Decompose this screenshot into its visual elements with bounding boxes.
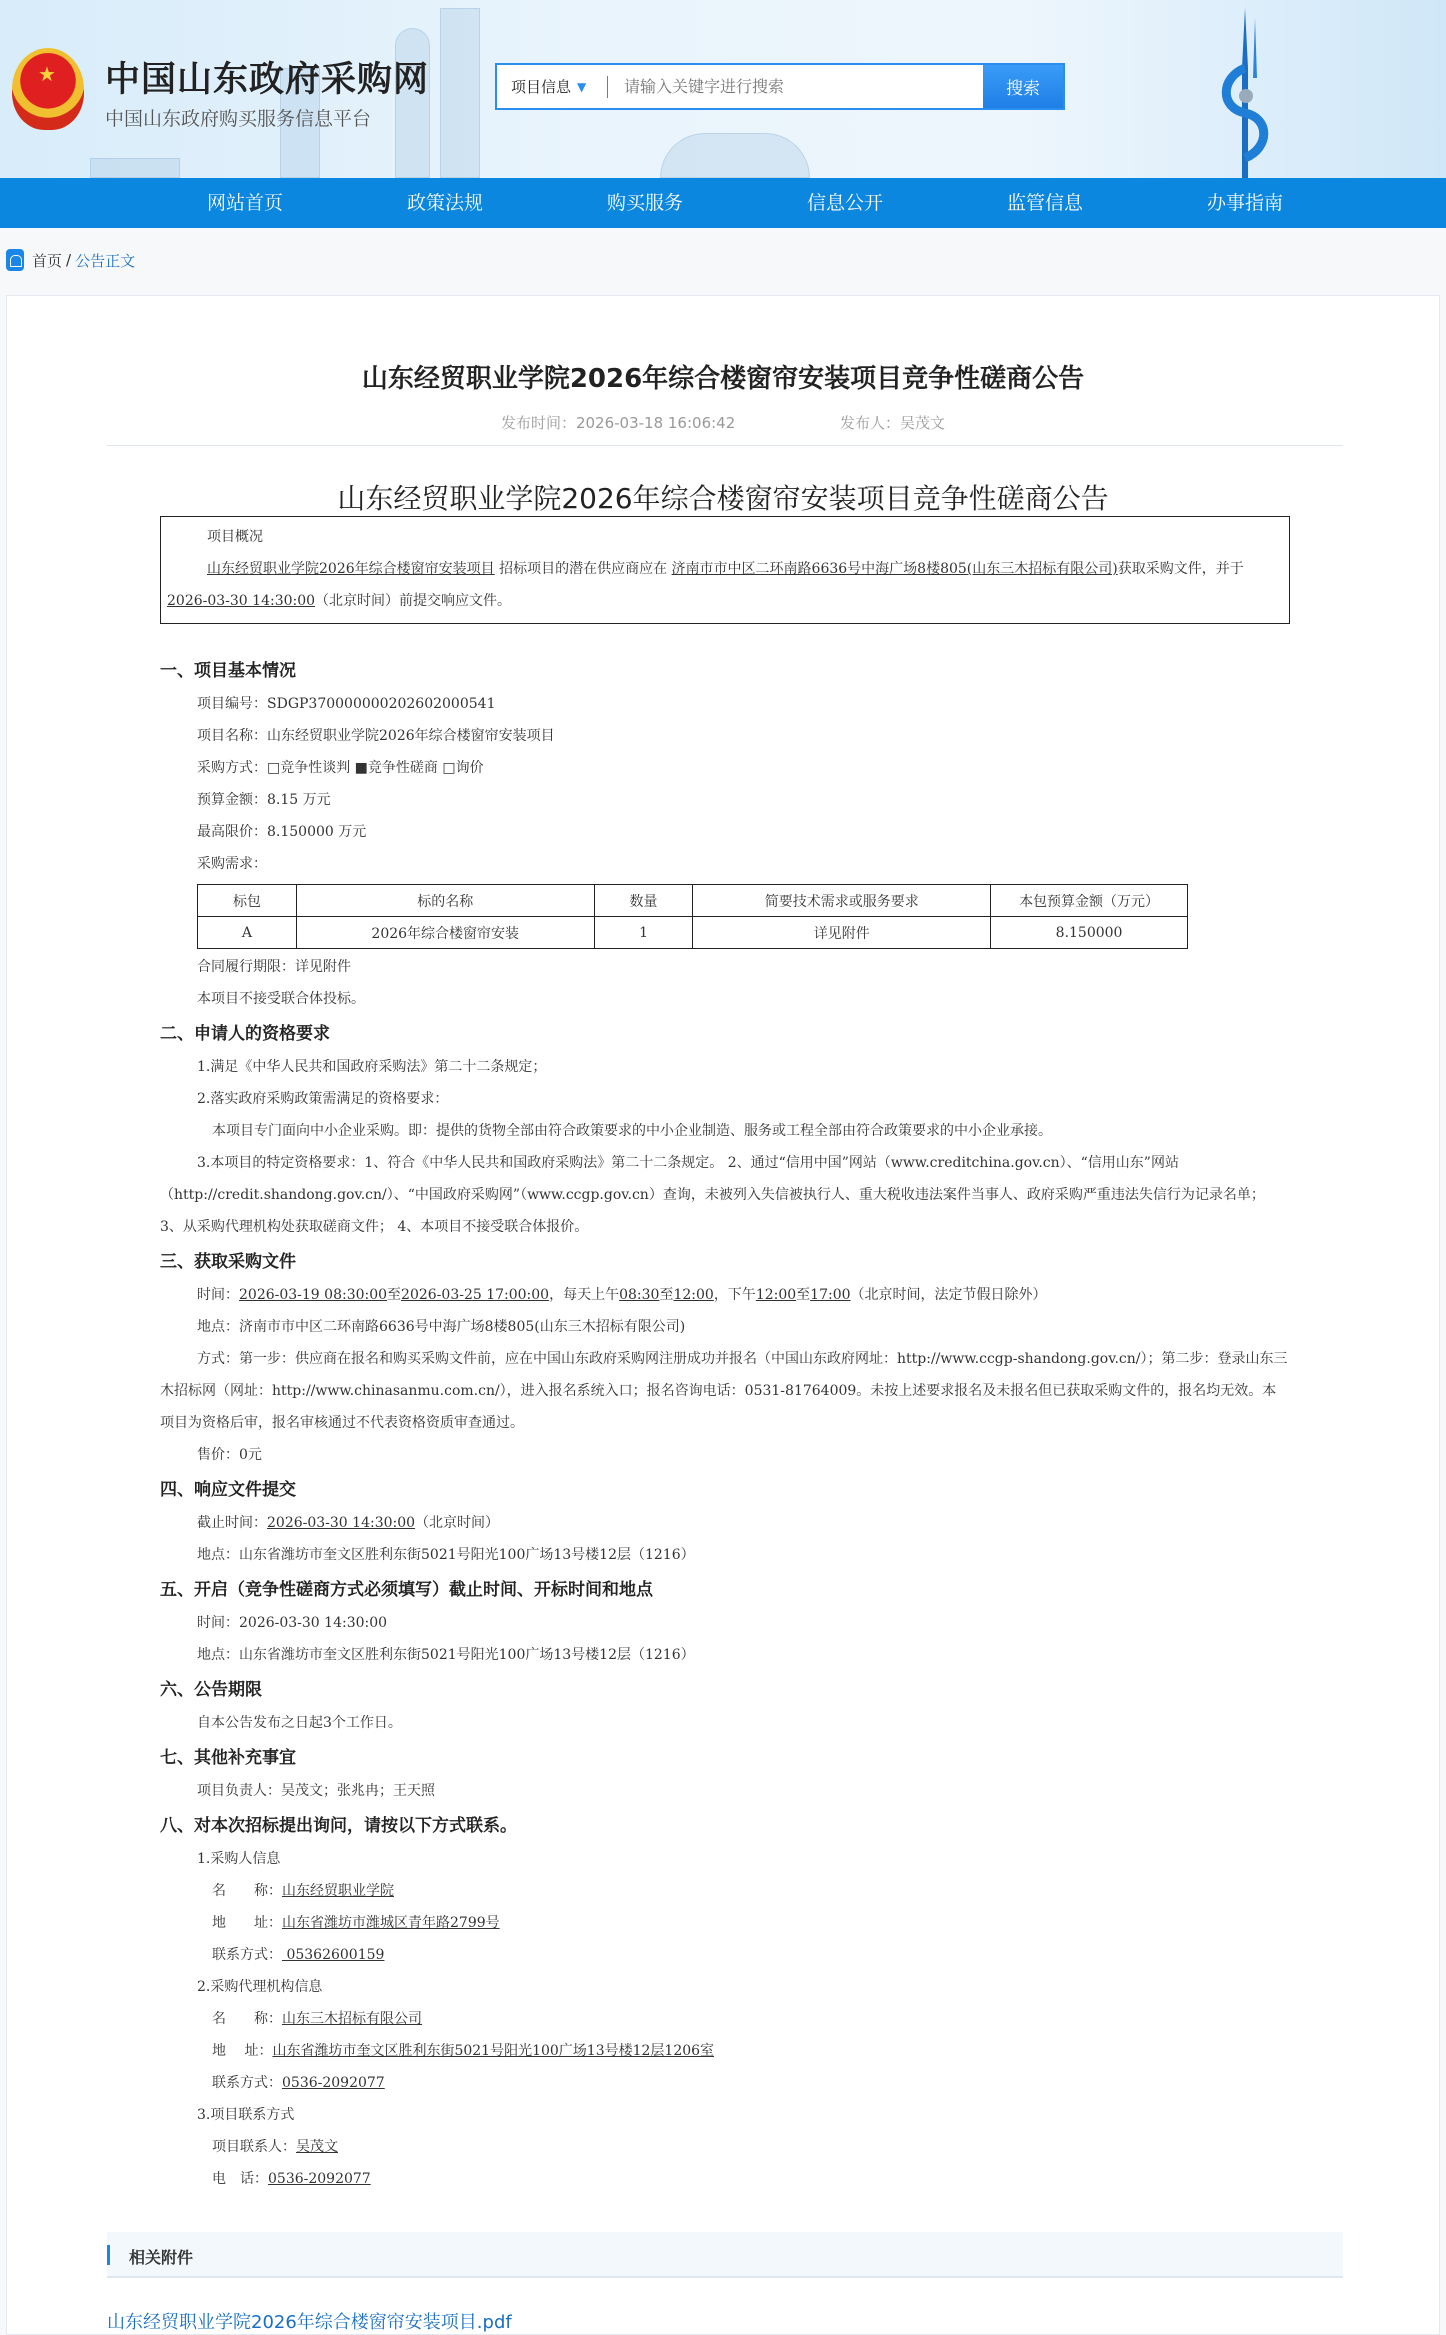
underlined-field-value: 山东省潍坊市潍城区青年路2799号: [282, 1915, 500, 1931]
underlined-field-value: 2026-03-19 08:30:00: [239, 1287, 388, 1303]
search-input[interactable]: [608, 65, 983, 108]
project-overview-box: [160, 516, 1290, 624]
overview-text: [167, 553, 1283, 617]
underlined-field-value: 12:00: [755, 1287, 797, 1303]
section-heading: 七、其他补充事宜: [160, 1748, 296, 1768]
section-paragraph: [160, 1279, 1290, 1311]
text-segment: 地 址：: [212, 1915, 282, 1931]
national-emblem-logo: ★: [12, 48, 84, 130]
text-segment: 至: [387, 1287, 402, 1303]
section-paragraph: [160, 752, 1290, 784]
text-segment: 联系方式：: [212, 2075, 282, 2091]
section-heading: 一、项目基本情况: [160, 661, 296, 681]
text-segment: 方式：第一步：供应商在报名和购买采购文件前，应在中国山东政府采购网注册成功并报名（中国山东政府网址：http://www.ccgp-shandong.gov.cn/）；第二步：登录山东三木招标网（网址：http://www.chinasanmu.com.cn/），进入报名系统入口；报名咨询电话：0531-81764009。未按上述要求报名及未报名但已获取采购文件的，报名均无效。本项目为资格后审，报名审核通过不代表资格资质审查通过。: [160, 1351, 1288, 1431]
text-segment: ，每天上午: [549, 1287, 620, 1303]
text-segment: 名 称：: [212, 2011, 282, 2027]
text-segment: 采购方式：□竞争性谈判 ■竞争性磋商 □询价: [197, 760, 484, 776]
section-paragraph: [160, 2131, 1290, 2163]
section-paragraph: [160, 1907, 1290, 1939]
nav-guide[interactable]: 办事指南: [1206, 192, 1284, 214]
text-segment: 3.本项目的特定资格要求：1、符合《中华人民共和国政府采购法》第二十二条规定。 2、通过“信用中国”网站（www.creditchina.gov.cn）、“信用山东”网站（http://credit.shandong.gov.cn/）、“中国政府采购网”（www.ccgp.gov.cn）查询，未被列入失信被执行人、重大税收违法案件当事人、政府采购严重违法失信行为记录名单； 3、从采购代理机构处获取磋商文件； 4、本项目不接受联合体报价。: [160, 1155, 1265, 1235]
section-paragraph: [160, 2003, 1290, 2035]
section-paragraph: [160, 1439, 1290, 1471]
text-segment: 时间：: [197, 1287, 239, 1303]
text-segment: 2.采购代理机构信息: [197, 1979, 323, 1995]
underlined-field-value: 济南市市中区二环南路6636号中海广场8楼805(山东三木招标有限公司): [671, 561, 1118, 577]
search-category-dropdown[interactable]: [497, 65, 607, 108]
section-paragraph: [160, 1539, 1290, 1571]
table-cell: 2026年综合楼窗帘安装: [296, 917, 594, 949]
attachments-header: [107, 2232, 1343, 2278]
table-cell: 1: [594, 917, 693, 949]
column-header: 标的名称: [296, 885, 594, 917]
text-segment: （北京时间）: [415, 1515, 500, 1531]
text-segment: 项目编号：SDGP370000000202602000541: [197, 696, 496, 712]
text-segment: ，下午: [713, 1287, 756, 1303]
text-segment: 地 址：: [212, 2043, 273, 2059]
section-paragraph: [160, 1343, 1290, 1439]
article-meta: [0, 412, 1446, 433]
section-paragraph: [160, 1147, 1290, 1243]
text-segment: （北京时间）前提交响应文件。: [315, 593, 512, 609]
divider: [107, 445, 1343, 446]
attachments-title: 相关附件: [129, 2248, 194, 2267]
breadcrumb-current[interactable]: 公告正文: [75, 251, 136, 270]
dropdown-arrow-icon: ▼: [577, 79, 587, 94]
section-paragraph: [160, 784, 1290, 816]
text-segment: 电 话：: [212, 2171, 268, 2187]
skyline-decoration: [660, 133, 810, 178]
section-heading: 四、响应文件提交: [160, 1480, 296, 1500]
section-paragraph: [160, 1875, 1290, 1907]
table-header-row: [198, 885, 1188, 917]
section-paragraph: [160, 1115, 1290, 1147]
underlined-field-value: 12:00: [673, 1287, 714, 1303]
breadcrumb-separator: /: [66, 251, 72, 269]
table-cell: 详见附件: [693, 917, 991, 949]
column-header: 简要技术需求或服务要求: [693, 885, 991, 917]
section-heading: 八、对本次招标提出询问，请按以下方式联系。: [160, 1816, 517, 1836]
underlined-field-value: 05362600159: [282, 1947, 385, 1963]
section-paragraph: [160, 1507, 1290, 1539]
column-header: 数量: [594, 885, 693, 917]
search-category-label: 项目信息: [511, 78, 572, 96]
text-segment: 至: [659, 1287, 674, 1303]
requirements-table: [197, 884, 1188, 949]
section-paragraph: [160, 983, 1290, 1015]
main-nav: [0, 178, 1446, 228]
underlined-field-value: 0536-2092077: [282, 2075, 385, 2091]
nav-policy[interactable]: 政策法规: [406, 192, 484, 214]
column-header: 标包: [198, 885, 297, 917]
skyline-decoration: [90, 158, 180, 178]
skyline-decoration: [440, 8, 480, 178]
section-paragraph: [160, 2035, 1290, 2067]
text-segment: 获取采购文件，并于: [1117, 561, 1244, 577]
skyline-decoration: [395, 28, 430, 178]
section-paragraph: [160, 1939, 1290, 1971]
text-segment: 最高限价：8.150000 万元: [197, 824, 367, 840]
section-heading: 六、公告期限: [160, 1680, 262, 1700]
home-icon[interactable]: [6, 249, 24, 271]
text-segment: 项目负责人：吴茂文；张兆冉；王天照: [197, 1783, 435, 1799]
text-segment: 1.满足《中华人民共和国政府采购法》第二十二条规定；: [197, 1059, 547, 1075]
section-paragraph: [160, 848, 1290, 880]
nav-home[interactable]: 网站首页: [206, 192, 284, 214]
overview-title: 项目概况: [207, 529, 263, 545]
breadcrumb: [6, 249, 135, 271]
section-heading: 三、获取采购文件: [160, 1252, 296, 1272]
accent-bar: [107, 2245, 110, 2265]
nav-info-disclosure[interactable]: 信息公开: [806, 192, 884, 214]
text-segment: 招标项目的潜在供应商应在: [494, 561, 672, 577]
text-segment: 预算金额：8.15 万元: [197, 792, 331, 808]
underlined-field-value: 08:30: [619, 1287, 660, 1303]
section-paragraph: [160, 1311, 1290, 1343]
underlined-field-value: 2026-03-30 14:30:00: [267, 1515, 416, 1531]
table-cell: 8.150000: [991, 917, 1188, 949]
attachment-file-link[interactable]: 山东经贸职业学院2026年综合楼窗帘安装项目.pdf: [107, 2312, 512, 2333]
quancheng-tower-decoration: [1215, 8, 1275, 178]
text-segment: 1.采购人信息: [197, 1851, 281, 1867]
site-title[interactable]: 中国山东政府采购网: [105, 60, 430, 100]
announcement-body: [160, 516, 1290, 2195]
table-row: [198, 917, 1188, 949]
section-paragraph: [160, 1051, 1290, 1083]
text-segment: 地点：济南市市中区二环南路6636号中海广场8楼805(山东三木招标有限公司): [197, 1319, 686, 1335]
underlined-field-value: 2026-03-30 14:30:00: [167, 593, 316, 609]
section-paragraph: [160, 1607, 1290, 1639]
underlined-field-value: 山东省潍坊市奎文区胜利东街5021号阳光100广场13号楼12层1206室: [272, 2043, 715, 2059]
section-paragraph: [160, 2099, 1290, 2131]
section-paragraph: [160, 688, 1290, 720]
section-paragraph: [160, 2067, 1290, 2099]
nav-purchase-service[interactable]: 购买服务: [606, 192, 684, 214]
nav-supervision[interactable]: 监管信息: [1006, 192, 1084, 214]
text-segment: 2.落实政府采购政策需满足的资格要求：: [197, 1091, 449, 1107]
section-paragraph: [160, 1083, 1290, 1115]
text-segment: （北京时间，法定节假日除外）: [850, 1287, 1047, 1303]
section-paragraph: [160, 816, 1290, 848]
search-button[interactable]: 搜索: [983, 65, 1063, 108]
underlined-field-value: 吴茂文: [296, 2139, 338, 2155]
text-segment: 3.项目联系方式: [197, 2107, 295, 2123]
column-header: 本包预算金额（万元）: [991, 885, 1188, 917]
search-bar: [495, 63, 1065, 110]
underlined-field-value: 0536-2092077: [268, 2171, 371, 2187]
document-title: 山东经贸职业学院2026年综合楼窗帘安装项目竞争性磋商公告: [337, 482, 1109, 515]
page-title: 山东经贸职业学院2026年综合楼窗帘安装项目竞争性磋商公告: [361, 364, 1085, 394]
text-segment: 项目联系人：: [212, 2139, 296, 2155]
underlined-field-value: 山东三木招标有限公司: [282, 2011, 422, 2027]
breadcrumb-home[interactable]: 首页: [32, 251, 63, 270]
underlined-field-value: 17:00: [810, 1287, 851, 1303]
text-segment: 截止时间：: [197, 1515, 267, 1531]
underlined-field-value: 山东经贸职业学院2026年综合楼窗帘安装项目: [207, 561, 495, 577]
section-paragraph: [160, 1843, 1290, 1875]
text-segment: 地点：山东省潍坊市奎文区胜利东街5021号阳光100广场13号楼12层（1216）: [197, 1647, 695, 1663]
text-segment: 自本公告发布之日起3个工作日。: [197, 1715, 402, 1731]
text-segment: 本项目不接受联合体投标。: [197, 991, 365, 1007]
text-segment: 采购需求：: [197, 856, 267, 872]
header-banner: [0, 0, 1446, 178]
text-segment: 名 称：: [212, 1883, 282, 1899]
text-segment: 售价：0元: [197, 1447, 262, 1463]
section-heading: 二、申请人的资格要求: [160, 1024, 330, 1044]
site-subtitle: 中国山东政府购买服务信息平台: [105, 108, 372, 130]
section-paragraph: [160, 951, 1290, 983]
text-segment: 至: [796, 1287, 811, 1303]
text-segment: 联系方式：: [212, 1947, 282, 1963]
text-segment: 地点：山东省潍坊市奎文区胜利东街5021号阳光100广场13号楼12层（1216）: [197, 1547, 695, 1563]
text-segment: 时间：2026-03-30 14:30:00: [197, 1615, 388, 1631]
section-paragraph: [160, 1639, 1290, 1671]
section-paragraph: [160, 720, 1290, 752]
section-paragraph: [160, 1707, 1290, 1739]
section-paragraph: [160, 1971, 1290, 2003]
underlined-field-value: 2026-03-25 17:00:00: [401, 1287, 550, 1303]
section-paragraph: [160, 1775, 1290, 1807]
publisher: 发布人：吴茂文: [840, 414, 946, 432]
underlined-field-value: 山东经贸职业学院: [282, 1883, 394, 1899]
publish-time: 发布时间：2026-03-18 16:06:42: [500, 414, 736, 432]
section-paragraph: [160, 2163, 1290, 2195]
text-segment: 合同履行期限：详见附件: [197, 959, 351, 975]
text-segment: 本项目专门面向中小企业采购。即：提供的货物全部由符合政策要求的中小企业制造、服务或工程全部由符合政策要求的中小企业承接。: [212, 1123, 1052, 1139]
text-segment: 项目名称：山东经贸职业学院2026年综合楼窗帘安装项目: [197, 728, 555, 744]
table-cell: A: [198, 917, 297, 949]
section-heading: 五、开启（竞争性磋商方式必须填写）截止时间、开标时间和地点: [160, 1580, 653, 1600]
